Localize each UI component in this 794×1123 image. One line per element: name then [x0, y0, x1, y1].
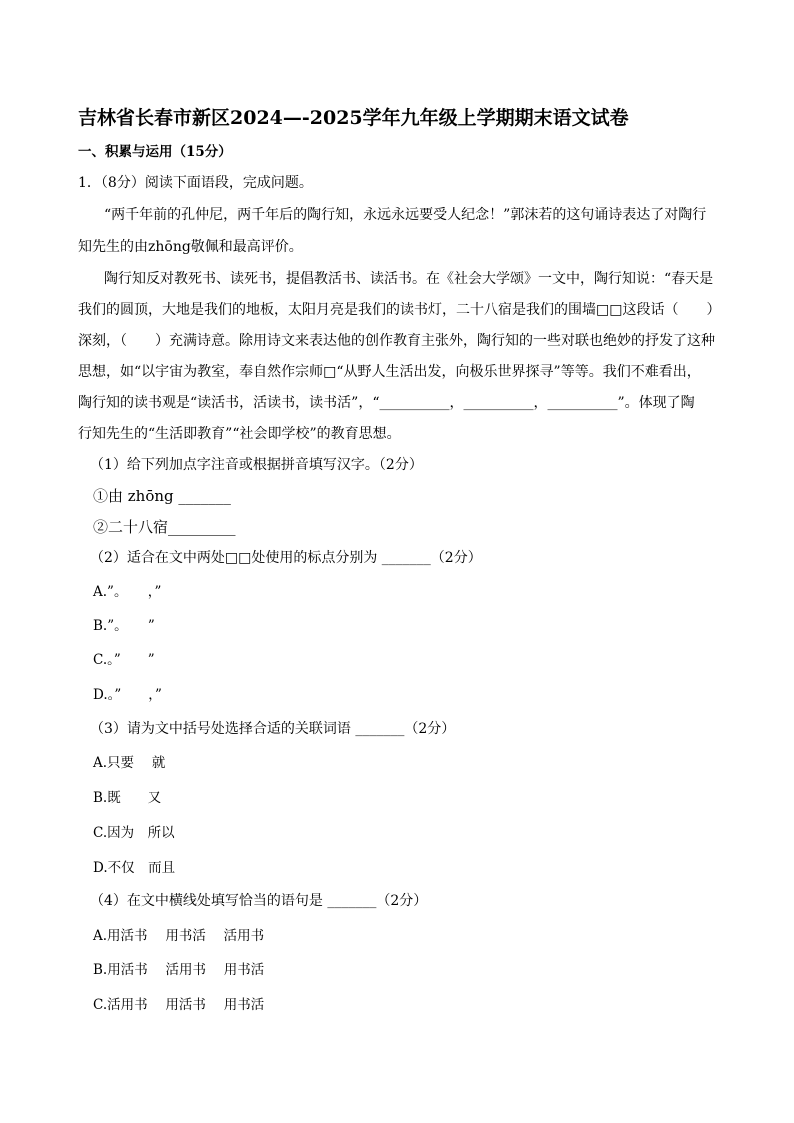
option: B.既 又 [93, 790, 162, 806]
passage-line: 陶行知反对教死书、读死书，提倡教活书、读活书。在《社会大学颂》一文中，陶行知说：“春天是 [104, 271, 714, 287]
option: C.活用书 用活书 用书活 [93, 997, 265, 1013]
option: A.只要 就 [93, 755, 166, 771]
passage-line: 思想，如“以宇宙为教室，奉自然作宗师□“从野人生活出发，向极乐世界探寻”等等。我们不难看出， [78, 364, 701, 380]
subquestion-1-item: ①由 zhōng _______ [93, 487, 231, 505]
passage-line: “两千年前的孔仲尼，两千年后的陶行知，永远永远要受人纪念！”郭沫若的这句诵诗表达了对陶行 [104, 207, 707, 223]
option: C.因为 所以 [93, 825, 175, 841]
option: A.”。 ，” [93, 584, 162, 600]
page-title: 吉林省长春市新区2024—-2025学年九年级上学期期末语文试卷 [78, 107, 629, 129]
question-1-intro: 1．（8分）阅读下面语段，完成问题。 [78, 175, 313, 191]
passage-line: 我们的圆顶，大地是我们的地板，太阳月亮是我们的读书灯，二十八宿是我们的围墙□□这段话（ ） [78, 302, 721, 318]
passage-line: 行知先生的“生活即教育”“社会即学校”的教育思想。 [78, 426, 401, 442]
section-heading: 一、积累与运用（15分） [78, 144, 232, 160]
subquestion-1: （1）给下列加点字注音或根据拼音填写汉字。（2分） [90, 457, 423, 473]
passage-line: 知先生的由zhōng敬佩和最高评价。 [78, 239, 303, 255]
option: A.用活书 用书活 活用书 [93, 928, 265, 944]
subquestion-4: （4）在文中横线处填写恰当的语句是 _______（2分） [90, 893, 428, 909]
passage-line: 深刻，（ ）充满诗意。除用诗文来表达他的创作教育主张外，陶行知的一些对联也绝妙的抒发了这种 [78, 333, 715, 349]
option: C.。” ” [93, 652, 155, 668]
passage-line: 陶行知的读书观是“读活书，活读书，读书活”，“__________，__________，__________”。体现了陶 [78, 395, 695, 411]
option: B.”。 ” [93, 618, 155, 634]
subquestion-2: （2）适合在文中两处□□处使用的标点分别为 _______（2分） [90, 550, 482, 566]
option: D.不仅 而且 [93, 860, 176, 876]
option: B.用活书 活用书 用书活 [93, 962, 265, 978]
subquestion-1-item: ②二十八宿_________ [93, 518, 236, 536]
subquestion-3: （3）请为文中括号处选择合适的关联词语 _______（2分） [90, 721, 456, 737]
option: D.。” ，” [93, 687, 162, 703]
